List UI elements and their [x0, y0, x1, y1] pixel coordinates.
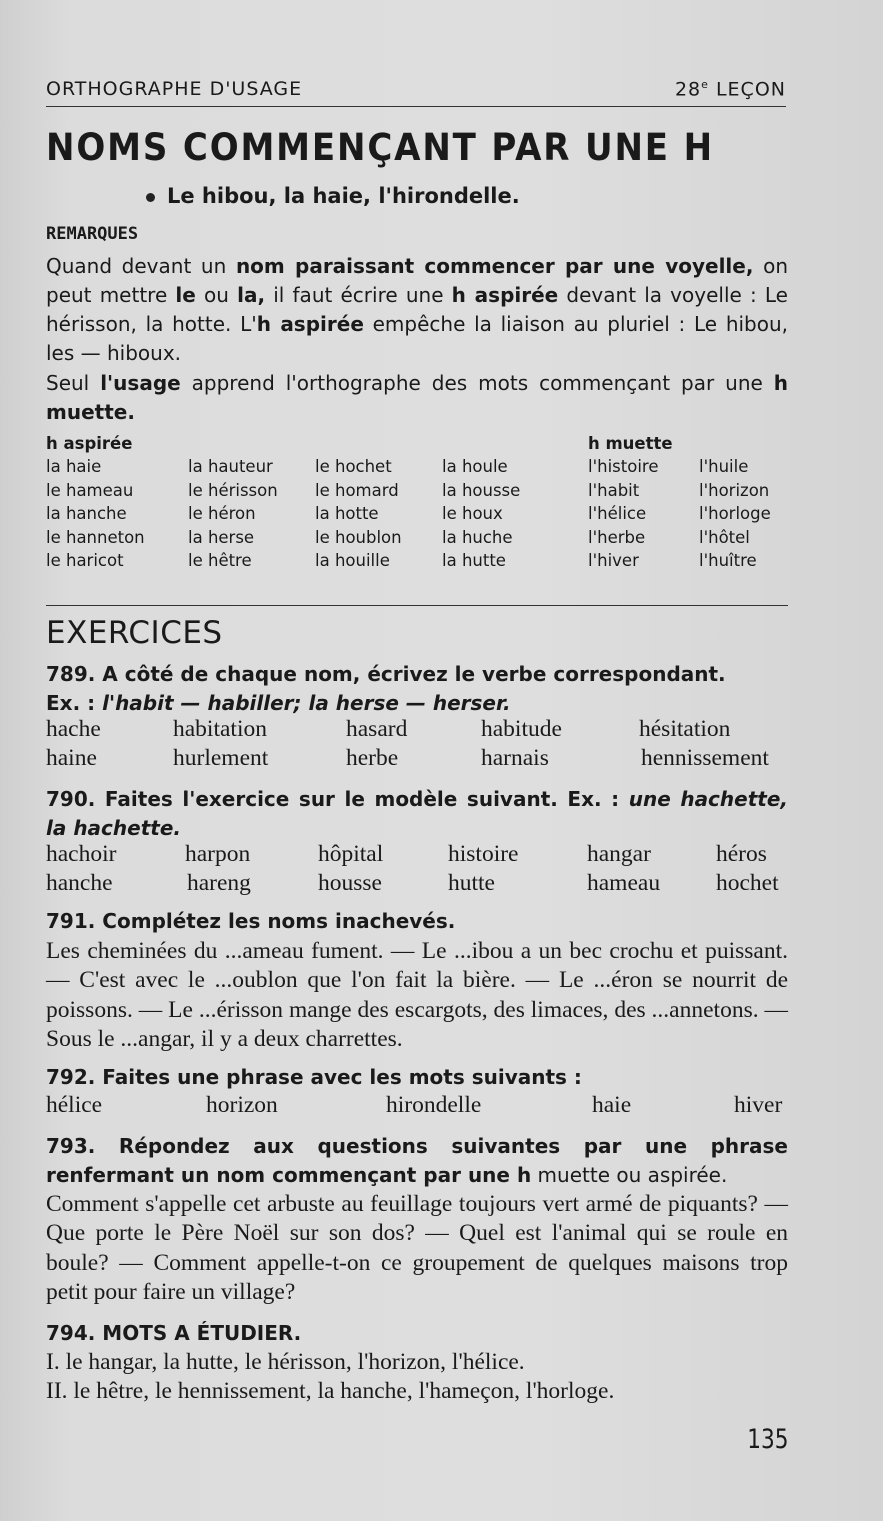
lesson-word: LEÇON [708, 78, 786, 101]
page-title: NOMS COMMENÇANT PAR UNE H [46, 126, 714, 169]
remarques-heading: REMARQUES [46, 224, 139, 244]
remarque-1-run: nom paraissant commencer par une voyelle, [235, 254, 754, 278]
exercise-789-word: hache [46, 716, 101, 742]
exercise-790-word: harpon [185, 841, 251, 867]
exercise-792-word: hiver [734, 1092, 783, 1118]
h-aspiree-word: la hutte [442, 551, 506, 570]
remarque-2-run: h muette. [46, 371, 789, 424]
exercise-790-word: hameau [587, 870, 661, 896]
remarque-1-run: la, [237, 283, 266, 307]
page-header [46, 76, 786, 107]
remarque-1-run: ou [195, 283, 238, 307]
h-aspiree-word: le haricot [46, 551, 124, 570]
h-aspiree-word: la herse [188, 527, 255, 547]
exercise-794-line-2: II. le hêtre, le hennissement, la hanche, l'hameçon, l'horloge. [46, 1378, 615, 1404]
remarque-1-run: h aspirée [256, 312, 364, 336]
exercise-793-instruction-b: muette ou aspirée. [531, 1163, 728, 1187]
exercise-794-heading: 794. MOTS A ÉTUDIER. [46, 1321, 302, 1345]
exercise-789-word: hurlement [173, 745, 269, 771]
h-aspiree-word: le houblon [315, 527, 402, 547]
exercise-789-heading [46, 660, 788, 718]
h-muette-word: l'histoire [588, 457, 659, 477]
h-aspiree-word: le hanneton [46, 527, 145, 547]
exercise-792-word: horizon [206, 1092, 278, 1118]
h-aspiree-word: le héron [188, 504, 256, 524]
remarque-1-run: devant la voyelle : Le hérisson, la hotte. L' [46, 283, 788, 336]
lesson-label [675, 78, 786, 100]
exercise-790-heading [46, 785, 788, 843]
exercise-789-word: hennissement [641, 745, 769, 771]
exercise-793-instruction-h: h [516, 1163, 532, 1187]
exercise-790-instruction: 790. Faites l'exercice sur le modèle suivant. Ex. : [46, 787, 629, 811]
h-aspiree-word: la hotte [315, 504, 379, 524]
aspiree-heading: h aspirée [46, 434, 133, 453]
h-muette-word: l'horloge [699, 504, 771, 524]
exercise-790-word: hôpital [318, 841, 384, 867]
h-aspiree-word: le hameau [46, 480, 134, 500]
exercise-791-heading: 791. Complétez les noms inachevés. [46, 909, 456, 933]
h-aspiree-word: la hauteur [188, 457, 273, 477]
h-muette-word: l'hôtel [699, 527, 750, 547]
muette-heading: h muette [588, 434, 673, 453]
exercise-790-word: héros [716, 841, 767, 867]
exercise-792-heading: 792. Faites une phrase avec les mots suivants : [46, 1065, 582, 1089]
exercise-791-text: Les cheminées du ...ameau fument. — Le ...ibou a un bec crochu et puissant. — C'est avec le ...oublon que l'on fait la bière. — Le ...éron se nourrit de poissons. — Le ...érisson mange des escargots, des limaces, des ...annetons. — Sous le ...angar, il y a deux charrettes. [46, 938, 788, 1052]
remarque-1-run: h aspirée [451, 283, 559, 307]
exercise-790-word: hanche [46, 870, 113, 896]
h-muette-word: l'huile [699, 457, 749, 477]
exercise-789-ex-prefix: Ex. : [46, 691, 103, 715]
h-aspiree-word: la hanche [46, 504, 127, 524]
exercise-790-example: une hachette, la hachette. [46, 787, 789, 840]
lesson-number: 28 [674, 78, 702, 101]
h-muette-word: l'herbe [588, 527, 646, 547]
remarque-1-run: il faut écrire une [265, 283, 452, 307]
remarque-1-run: on peut mettre [46, 254, 789, 307]
exercices-heading: EXERCICES [46, 615, 223, 651]
h-aspiree-word: la houille [315, 551, 390, 570]
lesson-number-suffix: e [701, 78, 709, 91]
exercise-790-word: hareng [187, 870, 251, 896]
h-muette-word: l'huître [699, 551, 757, 570]
exercise-789-example: l'habit — habiller; la herse — herser. [102, 691, 511, 715]
section-label: ORTHOGRAPHE D'USAGE [46, 78, 303, 100]
remarque-1-run: empêche la liaison au pluriel : Le hibou, les — hiboux. [46, 312, 789, 365]
h-aspiree-word: la huche [442, 527, 513, 547]
exercise-793-text: Comment s'appelle cet arbuste au feuillage toujours vert armé de piquants? — Que porte le Père Noël sur son dos? — Quel est l'animal qui se roule en boule? — Comment appelle-t-on ce groupement de quelques maisons trop petit pour faire un village? [46, 1191, 788, 1305]
exercise-793-heading [46, 1132, 788, 1190]
h-aspiree-word: la housse [442, 480, 521, 500]
exercise-789-word: hasard [346, 716, 408, 742]
remarque-2-run: l'usage [100, 371, 181, 395]
exercise-792-word: hélice [46, 1092, 103, 1118]
exercise-789-word: habitude [481, 716, 562, 742]
remarque-paragraph-1 [46, 252, 788, 368]
exercise-790-word: hutte [448, 870, 495, 896]
exercise-789-instruction: 789. A côté de chaque nom, écrivez le verbe correspondant. [46, 662, 726, 686]
exercise-790-word: hangar [587, 841, 651, 867]
remarque-1-run: le [175, 283, 196, 307]
h-muette-word: l'hiver [588, 551, 639, 570]
exercise-794-line-1: I. le hangar, la hutte, le hérisson, l'horizon, l'hélice. [46, 1349, 525, 1375]
exercise-790-word: housse [318, 870, 382, 896]
page-number: 135 [747, 1424, 789, 1455]
exercise-790-word: hachoir [46, 841, 117, 867]
h-muette-word: l'horizon [699, 480, 770, 500]
h-aspiree-word: le homard [315, 480, 399, 500]
h-muette-word: l'habit [588, 480, 640, 500]
exercise-790-word: hochet [716, 870, 779, 896]
remarque-2-run: apprend l'orthographe des mots commençant par une [180, 371, 774, 395]
exercise-789-word: hésitation [639, 716, 731, 742]
exercise-789-word: harnais [481, 745, 549, 771]
h-aspiree-word: le hochet [315, 457, 392, 477]
example-phrase [146, 184, 520, 208]
bullet-icon [146, 193, 155, 202]
h-muette-word: l'hélice [588, 504, 647, 524]
h-aspiree-word: la houle [442, 457, 508, 477]
exercise-793-instruction-a: 793. Répondez aux questions suivantes par une phrase renfermant un nom commençant par une [46, 1134, 788, 1187]
section-divider [46, 605, 788, 606]
exercise-792-word: hirondelle [386, 1092, 482, 1118]
exercise-789-word: herbe [346, 745, 399, 771]
remarque-paragraph-2 [46, 369, 788, 427]
h-aspiree-word: le hérisson [188, 480, 278, 500]
exercise-789-word: habitation [173, 716, 267, 742]
h-aspiree-word: la haie [46, 457, 102, 477]
exercise-792-word: haie [592, 1092, 632, 1118]
h-aspiree-word: le hêtre [188, 551, 252, 570]
exercise-790-word: histoire [448, 841, 519, 867]
remarque-2-run: Seul [46, 371, 101, 395]
h-aspiree-word: le houx [442, 504, 503, 524]
exercise-789-word: haine [46, 745, 97, 771]
example-phrase-text: Le hibou, la haie, l'hirondelle. [167, 184, 520, 208]
remarque-1-run: Quand devant un [46, 254, 236, 278]
